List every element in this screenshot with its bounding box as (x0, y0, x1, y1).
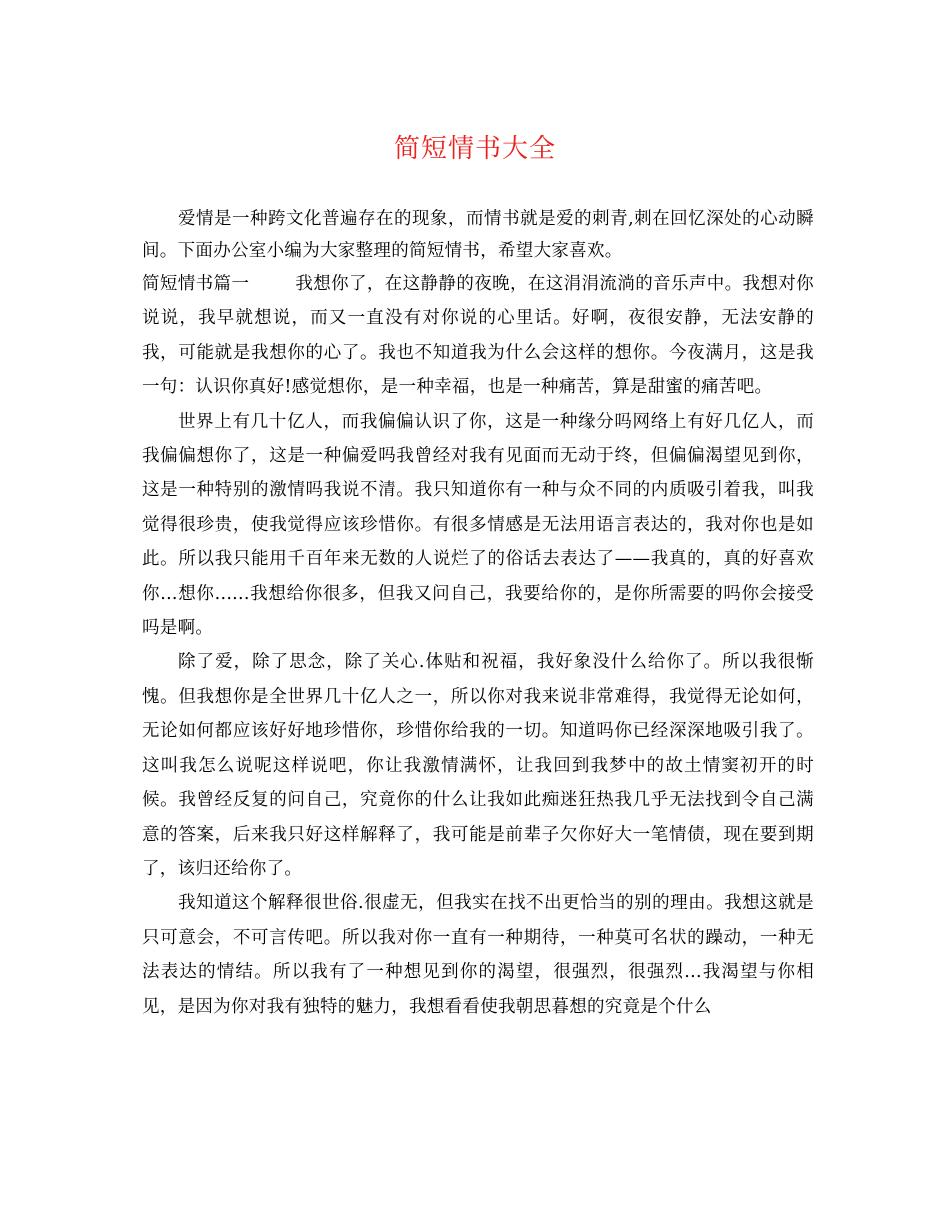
section-label: 简短情书篇一 (142, 274, 250, 294)
paragraph-4: 我知道这个解释很世俗.很虚无，但我实在找不出更恰当的别的理由。我想这就是只可意会，不可言传吧。所以我对你一直有一种期待，一种莫可名状的躁动，一种无法表达的情结。所以我有了一种想见到你的渴望，很强烈，很强烈...我渴望与你相见，是因为你对我有独特的魅力，我想看看使我朝思暮想的究竟是个什么 (142, 893, 814, 1017)
paragraph-3: 除了爱，除了思念，除了关心.体贴和祝福，我好象没什么给你了。所以我很惭愧。但我想你是全世界几十亿人之一，所以你对我来说非常难得，我觉得无论如何，无论如何都应该好好地珍惜你，珍惜你给我的一切。知道吗你已经深深地吸引我了。这叫我怎么说呢这样说吧，你让我激情满怀，让我回到我梦中的故土情窦初开的时候。我曾经反复的问自己，究竟你的什么让我如此痴迷狂热我几乎无法找到令自己满意的答案，后来我只好这样解释了，我可能是前辈子欠你好大一笔情债，现在要到期了，该归还给你了。 (142, 652, 814, 879)
document-title: 简短情书大全 (393, 134, 556, 164)
document-body (142, 203, 814, 1024)
paragraph-1-text: 我想你了，在这静静的夜晚，在这涓涓流淌的音乐声中。我想对你说说，我早就想说，而又一直没有对你说的心里话。好啊，夜很安静，无法安静的我，可能就是我想你的心了。我也不知道我为什么会这样的想你。今夜满月，这是我一句：认识你真好!感觉想你，是一种幸福，也是一种痛苦，算是甜蜜的痛苦吧。 (142, 274, 814, 398)
paragraph-2: 世界上有几十亿人，而我偏偏认识了你，这是一种缘分吗网络上有好几亿人，而我偏偏想你了，这是一种偏爱吗我曾经对我有见面而无动于终，但偏偏渴望见到你，这是一种特别的激情吗我说不清。我只知道你有一种与众不同的内质吸引着我，叫我觉得很珍贵，使我觉得应该珍惜你。有很多情感是无法用语言表达的，我对你也是如此。所以我只能用千百年来无数的人说烂了的俗话去表达了——我真的，真的好喜欢你...想你......我想给你很多，但我又问自己，我要给你的，是你所需要的吗你会接受吗是啊。 (142, 411, 814, 639)
section-one-paragraph (142, 267, 814, 405)
intro-paragraph: 爱情是一种跨文化普遍存在的现象，而情书就是爱的刺青,刺在回忆深处的心动瞬间。下面办公室小编为大家整理的简短情书，希望大家喜欢。 (142, 209, 814, 261)
